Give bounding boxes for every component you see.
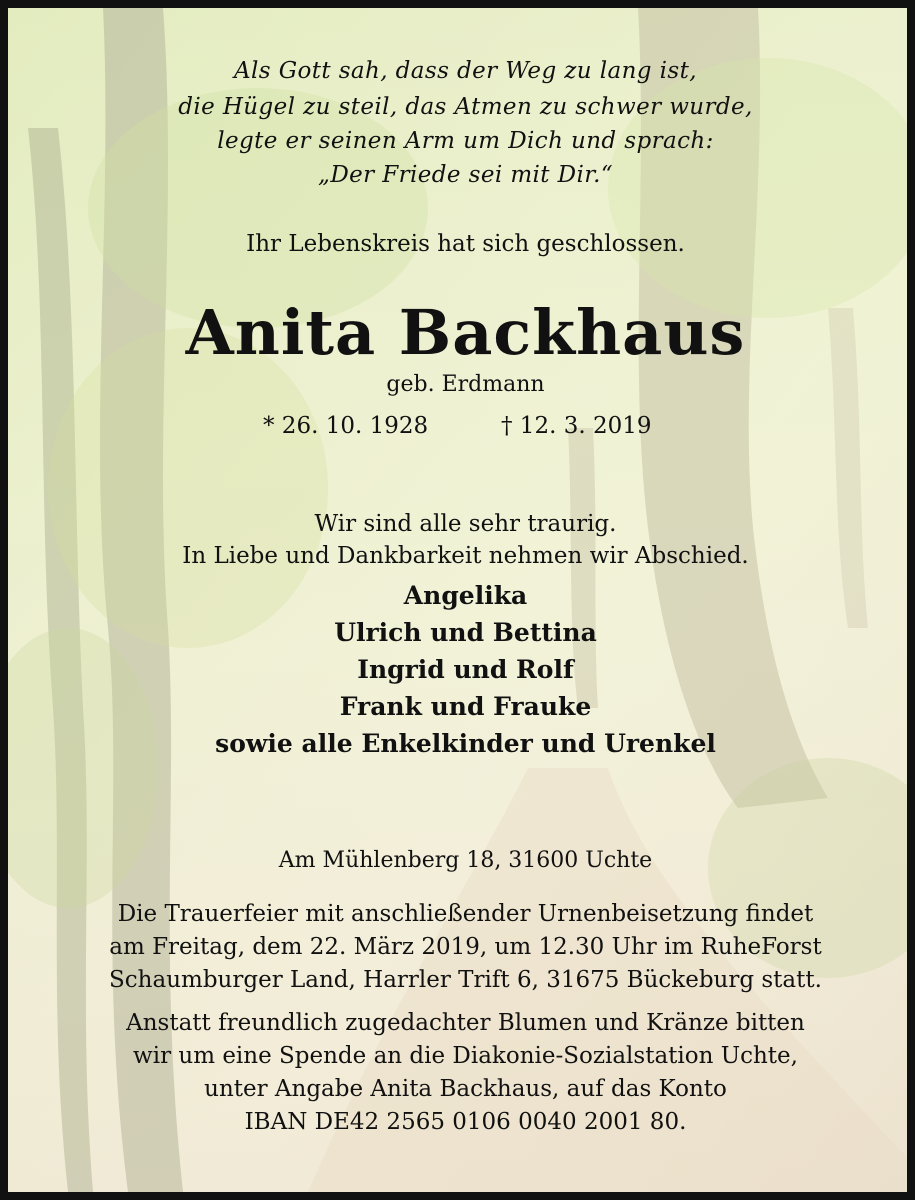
birth-name: geb. Erdmann <box>386 372 545 397</box>
family-member: Angelika <box>403 581 528 610</box>
ceremony-line: Die Trauerfeier mit anschließender Urnenbeisetzung findet <box>117 901 814 927</box>
family-member: Ulrich und Bettina <box>334 618 597 647</box>
mourning-line: Wir sind alle sehr traurig. <box>314 511 617 537</box>
deceased-name: Anita Backhaus <box>185 296 746 369</box>
family-member: Ingrid und Rolf <box>357 655 574 684</box>
mourning-line: In Liebe und Dankbarkeit nehmen wir Abschied. <box>182 543 749 569</box>
ceremony-line: am Freitag, dem 22. März 2019, um 12.30 Uhr im RuheForst <box>109 934 822 960</box>
family-member: sowie alle Enkelkinder und Urenkel <box>215 729 716 758</box>
donation-line: Anstatt freundlich zugedachter Blumen und Kränze bitten <box>126 1010 805 1036</box>
notice-content <box>8 8 915 1200</box>
poem-line: die Hügel zu steil, das Atmen zu schwer wurde, <box>178 94 753 120</box>
poem-line: „Der Friede sei mit Dir.“ <box>318 162 613 188</box>
poem-line: Als Gott sah, dass der Weg zu lang ist, <box>234 58 697 84</box>
donation-line: wir um eine Spende an die Diakonie-Sozialstation Uchte, <box>133 1043 798 1069</box>
mourner-address: Am Mühlenberg 18, 31600 Uchte <box>278 848 653 873</box>
donation-line: unter Angabe Anita Backhaus, auf das Konto <box>204 1076 727 1102</box>
family-member: Frank und Frauke <box>339 692 592 721</box>
intro-text: Ihr Lebenskreis hat sich geschlossen. <box>246 231 685 257</box>
birth-date: * 26. 10. 1928 <box>263 413 429 439</box>
death-date: † 12. 3. 2019 <box>501 413 652 439</box>
poem-line: legte er seinen Arm um Dich und sprach: <box>217 128 714 154</box>
donation-iban: IBAN DE42 2565 0106 0040 2001 80. <box>244 1109 687 1135</box>
ceremony-line: Schaumburger Land, Harrler Trift 6, 31675 Bückeburg statt. <box>109 967 822 993</box>
